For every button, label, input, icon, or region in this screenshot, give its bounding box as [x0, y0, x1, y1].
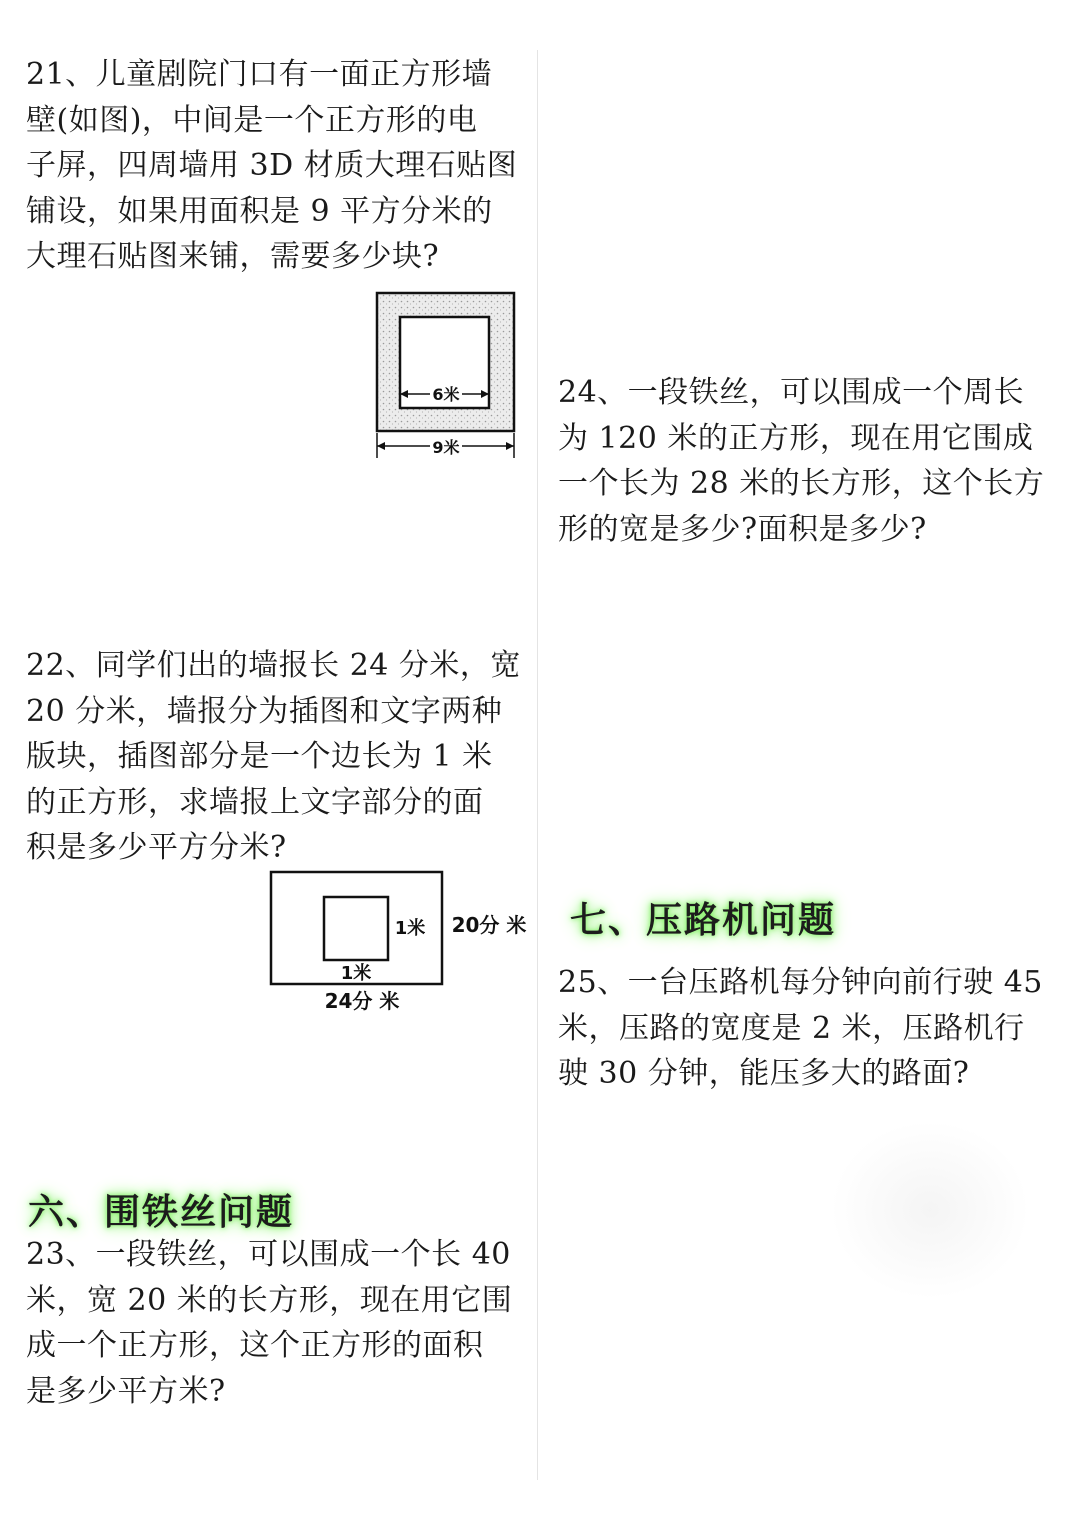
problem-22-line: 积是多少平方分米? [26, 830, 287, 865]
illustration-bottom-label: 1米 [340, 963, 372, 984]
problem-22-figure [268, 868, 538, 1018]
problem-21-figure [370, 288, 522, 460]
problem-21-line: 21、儿童剧院门口有一面正方形墙 [26, 57, 493, 92]
column-divider [537, 50, 538, 1480]
problem-22-line: 20 分米，墙报分为插图和文字两种 [26, 693, 503, 729]
outer-dimension-label: 9米 [432, 438, 460, 457]
problem-24-line: 形的宽是多少?面积是多少? [558, 511, 927, 547]
inner-dimension-label: 6米 [432, 385, 460, 404]
problem-24-line: 一个长为 28 米的长方形，这个长方 [558, 466, 1045, 501]
problem-21 [26, 52, 517, 280]
illustration-square [324, 897, 388, 960]
problem-22-line: 版块，插图部分是一个边长为 1 米 [26, 739, 493, 774]
problem-25-line: 25、一台压路机每分钟向前行驶 45 [558, 965, 1043, 1000]
problem-25-line: 驶 30 分钟，能压多大的路面? [558, 1056, 970, 1091]
illustration-side-label: 1米 [394, 918, 426, 939]
problem-25 [558, 960, 1043, 1097]
problem-22 [26, 643, 521, 871]
problem-23-line: 是多少平方米? [26, 1373, 226, 1409]
problem-21-line: 壁(如图)，中间是一个正方形的电 [26, 102, 478, 138]
problem-23 [26, 1232, 512, 1414]
poster-width-label: 24分 米 [324, 989, 400, 1013]
section-heading-seven: 七、压路机问题 [570, 900, 837, 941]
problem-24-line: 24、一段铁丝，可以围成一个周长 [558, 375, 1025, 410]
problem-21-line: 子屏，四周墙用 3D 材质大理石贴图 [26, 148, 518, 183]
background-smudge [830, 1120, 1030, 1300]
section-heading-six: 六、围铁丝问题 [28, 1192, 295, 1233]
problem-23-line: 米，宽 20 米的长方形，现在用它围 [26, 1282, 513, 1318]
poster-height-label: 20分 米 [451, 913, 527, 937]
problem-22-line: 22、同学们出的墙报长 24 分米，宽 [26, 648, 521, 683]
problem-23-line: 成一个正方形，这个正方形的面积 [26, 1328, 484, 1363]
problem-24 [558, 370, 1044, 552]
problem-21-line: 大理石贴图来铺，需要多少块? [26, 239, 440, 274]
problem-24-line: 为 120 米的正方形，现在用它围成 [558, 420, 1034, 456]
problem-25-line: 米，压路的宽度是 2 米，压路机行 [558, 1010, 1025, 1046]
problem-21-line: 铺设，如果用面积是 9 平方分米的 [26, 193, 493, 229]
problem-22-line: 的正方形，求墙报上文字部分的面 [26, 784, 484, 820]
problem-23-line: 23、一段铁丝，可以围成一个长 40 [26, 1237, 511, 1272]
